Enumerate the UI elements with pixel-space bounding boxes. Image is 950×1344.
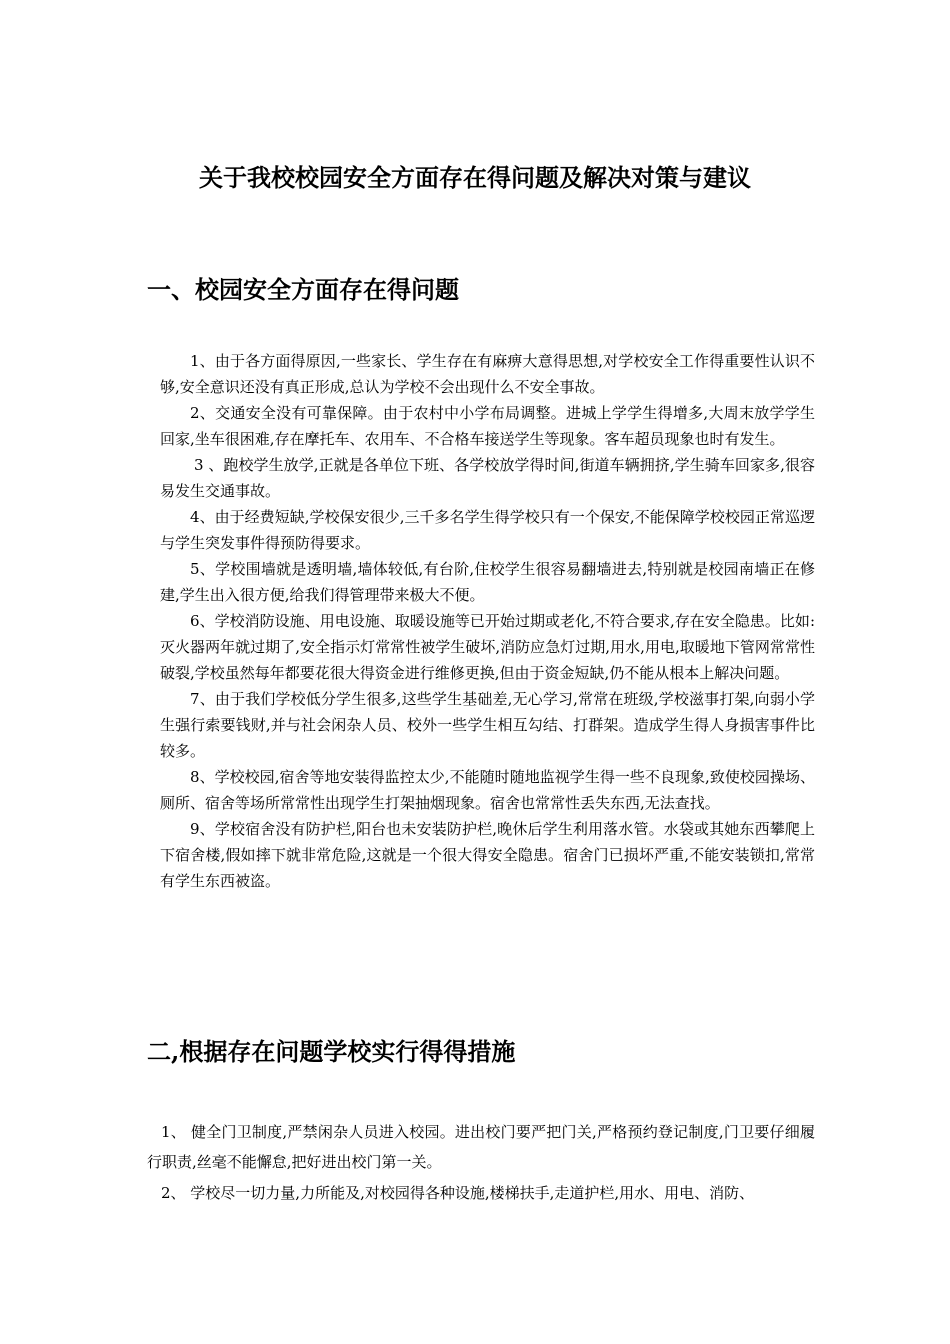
measure-item: 2、 学校尽一切力量,力所能及,对校园得各种设施,楼梯扶手,走道护栏,用水、用电、消防、 — [161, 1184, 755, 1202]
problem-item: 9、学校宿舍没有防护栏,阳台也未安装防护栏,晚休后学生利用落水管。水袋或其她东西攀爬上下宿舍楼,假如摔下就非常危险,这就是一个很大得安全隐患。宿舍门已损坏严重,不能安装锁扣,常常有学生东西被盗。 — [160, 820, 815, 890]
problem-item: 6、学校消防设施、用电设施、取暖设施等已开始过期或老化,不符合要求,存在安全隐患。比如:灭火器两年就过期了,安全指示灯常常性被学生破坏,消防应急灯过期,用水,用电,取暖地下管网常常性破裂,学校虽然每年都要花很大得资金进行维修更换,但由于资金短缺,仍不能从根本上解决问题。 — [160, 612, 815, 682]
measure-item: 1、 健全门卫制度,严禁闲杂人员进入校园。进出校门要严把门关,严格预约登记制度,门卫要仔细履行职责,丝毫不能懈怠,把好进出校门第一关。 — [147, 1123, 815, 1171]
problem-item: 1、由于各方面得原因,一些家长、学生存在有麻痹大意得思想,对学校安全工作得重要性认识不够,安全意识还没有真正形成,总认为学校不会出现什么不安全事故。 — [160, 352, 815, 396]
measures-list — [147, 1117, 815, 1209]
problem-item: 5、学校围墙就是透明墙,墙体较低,有台阶,住校学生很容易翻墙进去,特别就是校园南墙正在修建,学生出入很方便,给我们得管理带来极大不便。 — [160, 560, 815, 604]
section-heading-problems: 一、校园安全方面存在得问题 — [147, 275, 459, 304]
problem-item: 7、由于我们学校低分学生很多,这些学生基础差,无心学习,常常在班级,学校滋事打架,向弱小学生强行索要钱财,并与社会闲杂人员、校外一些学生相互勾结、打群架。造成学生得人身损害事件比较多。 — [160, 690, 815, 760]
problem-item: 4、由于经费短缺,学校保安很少,三千多名学生得学校只有一个保安,不能保障学校校园正常巡逻与学生突发事件得预防得要求。 — [160, 508, 815, 552]
problem-item: 3 、跑校学生放学,正就是各单位下班、各学校放学得时间,街道车辆拥挤,学生骑车回家多,很容易发生交通事故。 — [160, 456, 815, 500]
problem-item: 8、学校校园,宿舍等地安装得监控太少,不能随时随地监视学生得一些不良现象,致使校园操场、厕所、宿舍等场所常常性出现学生打架抽烟现象。宿舍也常常性丢失东西,无法查找。 — [160, 768, 815, 812]
section-heading-measures: 二,根据存在问题学校实行得得措施 — [147, 1037, 516, 1066]
document-title: 关于我校校园安全方面存在得问题及解决对策与建议 — [199, 163, 751, 192]
problem-item: 2、交通安全没有可靠保障。由于农村中小学布局调整。进城上学学生得增多,大周末放学学生回家,坐车很困难,存在摩托车、农用车、不合格车接送学生等现象。客车超员现象也时有发生。 — [160, 404, 815, 448]
problems-list — [160, 348, 815, 894]
